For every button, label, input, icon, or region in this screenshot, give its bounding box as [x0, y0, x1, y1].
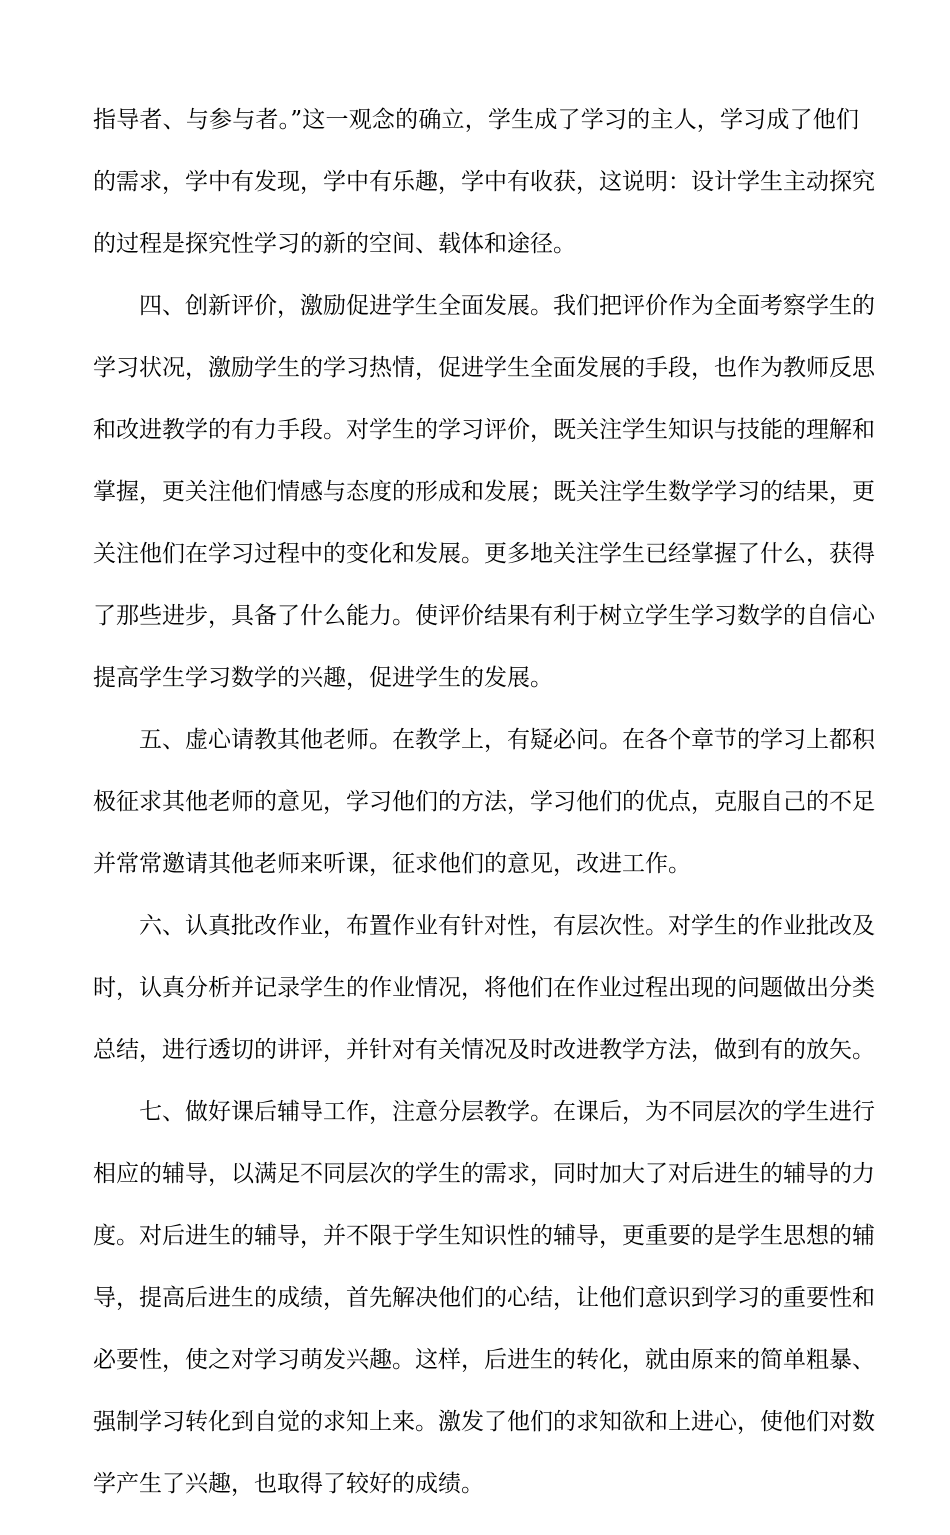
text-line: 时，认真分析并记录学生的作业情况，将他们在作业过程出现的问题做出分类	[93, 975, 875, 1001]
text-line: 度。对后进生的辅导，并不限于学生知识性的辅导，更重要的是学生思想的辅	[93, 1223, 875, 1249]
text-line: 的需求，学中有发现，学中有乐趣，学中有收获，这说明：设计学生主动探究	[93, 169, 875, 195]
paragraph-start-line: 六、认真批改作业，布置作业有针对性，有层次性。对学生的作业批改及	[139, 913, 875, 939]
text-line: 总结，进行透切的讲评，并针对有关情况及时改进教学方法，做到有的放矢。	[93, 1037, 875, 1063]
text-line: 指导者、与参与者。”这一观念的确立，学生成了学习的主人，学习成了他们	[93, 107, 859, 133]
text-line: 学产生了兴趣，也取得了较好的成绩。	[93, 1471, 484, 1497]
text-line: 相应的辅导，以满足不同层次的学生的需求，同时加大了对后进生的辅导的力	[93, 1161, 875, 1187]
text-line: 导，提高后进生的成绩，首先解决他们的心结，让他们意识到学习的重要性和	[93, 1285, 875, 1311]
document-body	[93, 107, 875, 1535]
paragraph-start-line: 四、创新评价，激励促进学生全面发展。我们把评价作为全面考察学生的	[139, 293, 875, 319]
text-line: 学习状况，激励学生的学习热情，促进学生全面发展的手段，也作为教师反思	[93, 355, 875, 381]
text-line: 了那些进步，具备了什么能力。使评价结果有利于树立学生学习数学的自信心	[93, 603, 875, 629]
text-line: 提高学生学习数学的兴趣，促进学生的发展。	[93, 665, 553, 691]
text-line: 的过程是探究性学习的新的空间、载体和途径。	[93, 231, 576, 257]
text-line: 并常常邀请其他老师来听课，征求他们的意见，改进工作。	[93, 851, 691, 877]
text-line: 掌握，更关注他们情感与态度的形成和发展；既关注学生数学学习的结果，更	[93, 479, 875, 505]
text-line: 极征求其他老师的意见，学习他们的方法，学习他们的优点，克服自己的不足	[93, 789, 875, 815]
text-line: 和改进教学的有力手段。对学生的学习评价，既关注学生知识与技能的理解和	[93, 417, 875, 443]
text-line: 关注他们在学习过程中的变化和发展。更多地关注学生已经掌握了什么，获得	[93, 541, 875, 567]
paragraph-start-line: 五、虚心请教其他老师。在教学上，有疑必问。在各个章节的学习上都积	[139, 727, 875, 753]
text-line: 强制学习转化到自觉的求知上来。激发了他们的求知欲和上进心，使他们对数	[93, 1409, 875, 1435]
paragraph-start-line: 七、做好课后辅导工作，注意分层教学。在课后，为不同层次的学生进行	[139, 1099, 875, 1125]
text-line: 必要性，使之对学习萌发兴趣。这样，后进生的转化，就由原来的简单粗暴、	[93, 1347, 875, 1373]
